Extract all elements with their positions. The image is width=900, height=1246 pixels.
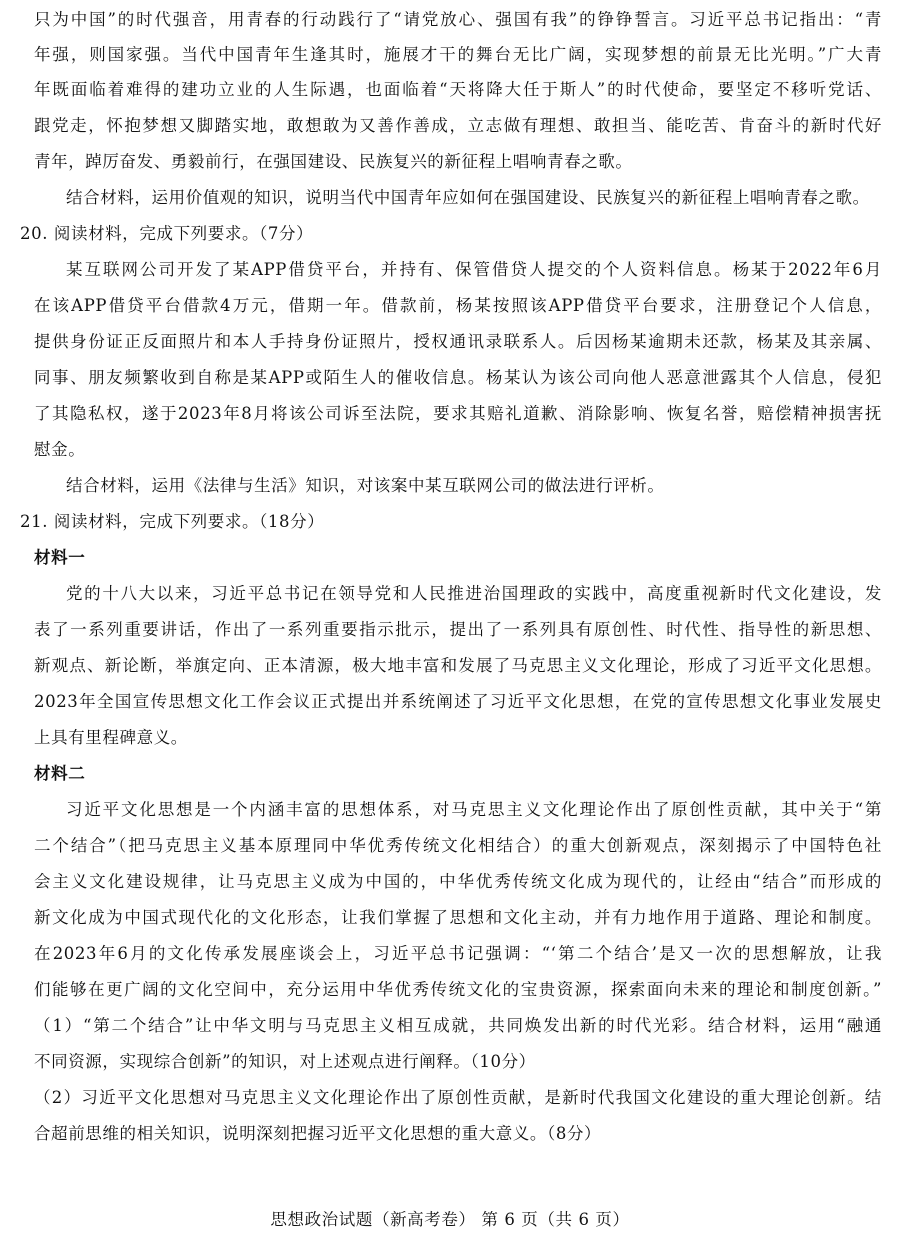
material2-line: 二个结合”（把马克思主义基本原理同中华优秀传统文化相结合）的重大创新观点，深刻揭示了中国特色社 (34, 836, 882, 855)
q20-heading: 20. 阅读材料，完成下列要求。（7分） (20, 224, 314, 243)
q20-text-line: 某互联网公司开发了某APP借贷平台，并持有、保管借贷人提交的个人资料信息。杨某于2022年6月 (66, 260, 882, 279)
q21-sub2-line: 合超前思维的相关知识，说明深刻把握习近平文化思想的重大意义。（8分） (34, 1124, 602, 1143)
material1-line: 2023年全国宣传思想文化工作会议正式提出并系统阐述了习近平文化思想，在党的宣传思想文化事业发展史 (34, 692, 882, 711)
material2-line: 们能够在更广阔的文化空间中，充分运用中华优秀传统文化的宝贵资源，探索面向未来的理论和制度创新。” (34, 980, 882, 999)
material2-line: 习近平文化思想是一个内涵丰富的思想体系，对马克思主义文化理论作出了原创性贡献，其中关于“第 (66, 800, 882, 819)
material2-line: 在2023年6月的文化传承发展座谈会上，习近平总书记强调：“‘第二个结合’是又一次的思想解放，让我 (34, 944, 882, 963)
q19-task: 结合材料，运用价值观的知识，说明当代中国青年应如何在强国建设、民族复兴的新征程上唱响青春之歌。 (66, 188, 870, 207)
material2-line: 新文化成为中国式现代化的文化形态，让我们掌握了思想和文化主动，并有力地作用于道路、理论和制度。 (34, 908, 882, 927)
q20-text-line: 慰金。 (34, 440, 86, 459)
q21-heading: 21. 阅读材料，完成下列要求。（18分） (20, 512, 325, 531)
q20-text-line: 提供身份证正反面照片和本人手持身份证照片，授权通讯录联系人。后因杨某逾期未还款，杨某及其亲属、 (34, 332, 882, 351)
material1-line: 表了一系列重要讲话，作出了一系列重要指示批示，提出了一系列具有原创性、时代性、指导性的新思想、 (34, 620, 882, 639)
q20-text-line: 了其隐私权，遂于2023年8月将该公司诉至法院，要求其赔礼道歉、消除影响、恢复名誉，赔偿精神损害抚 (34, 404, 882, 423)
q19-text-line: 只为中国”的时代强音，用青春的行动践行了“请党放心、强国有我”的铮铮誓言。习近平总书记指出：“青 (34, 10, 882, 29)
q20-task: 结合材料，运用《法律与生活》知识，对该案中某互联网公司的做法进行评析。 (66, 476, 665, 495)
q19-text-line: 青年，踔厉奋发、勇毅前行，在强国建设、民族复兴的新征程上唱响青春之歌。 (34, 152, 633, 171)
material2-line: 会主义文化建设规律，让马克思主义成为中国的，中华优秀传统文化成为现代的，让经由“结合”而形成的 (34, 872, 882, 891)
q19-text-line: 年强，则国家强。当代中国青年生逢其时，施展才干的舞台无比广阔，实现梦想的前景无比光明。”广大青 (34, 45, 882, 64)
q19-text-line: 跟党走，怀抱梦想又脚踏实地，敢想敢为又善作善成，立志做有理想、敢担当、能吃苦、肯奋斗的新时代好 (34, 116, 882, 135)
material1-line: 新观点、新论断，举旗定向、正本清源，极大地丰富和发展了马克思主义文化理论，形成了习近平文化思想。 (34, 656, 882, 675)
material1-line: 上具有里程碑意义。 (34, 728, 188, 747)
q21-sub1-line: （1）“第二个结合”让中华文明与马克思主义相互成就，共同焕发出新的时代光彩。结合材料，运用“融通 (34, 1016, 882, 1035)
q20-text-line: 在该APP借贷平台借款4万元，借期一年。借款前，杨某按照该APP借贷平台要求，注册登记个人信息， (34, 296, 882, 315)
q20-text-line: 同事、朋友频繁收到自称是某APP或陌生人的催收信息。杨某认为该公司向他人恶意泄露其个人信息，侵犯 (34, 368, 882, 387)
material1-title: 材料一 (34, 548, 86, 567)
q21-sub1-line: 不同资源，实现综合创新”的知识，对上述观点进行阐释。（10分） (34, 1052, 536, 1071)
q19-text-line: 年既面临着难得的建功立业的人生际遇，也面临着“天将降大任于斯人”的时代使命，要坚定不移听党话、 (34, 80, 882, 99)
material2-title: 材料二 (34, 764, 86, 783)
q21-sub2-line: （2）习近平文化思想对马克思主义文化理论作出了原创性贡献，是新时代我国文化建设的重大理论创新。结 (34, 1088, 882, 1107)
material1-line: 党的十八大以来，习近平总书记在领导党和人民推进治国理政的实践中，高度重视新时代文化建设，发 (66, 584, 882, 603)
page-footer: 思想政治试题（新高考卷） 第 6 页（共 6 页） (270, 1210, 630, 1229)
